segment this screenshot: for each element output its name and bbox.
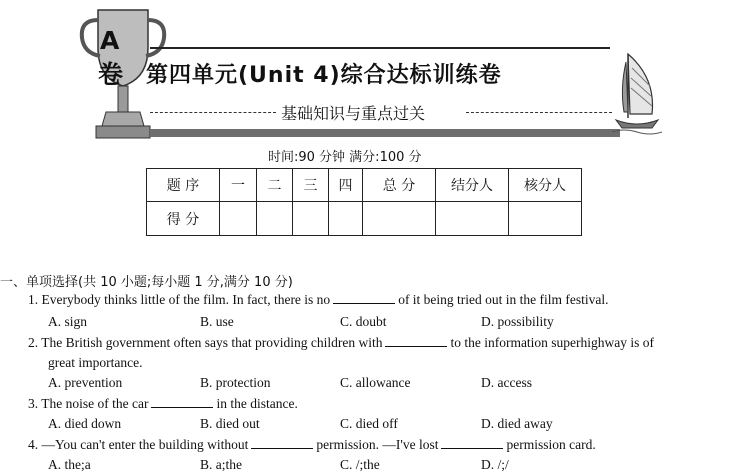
question-text: to the information superhighway is of bbox=[450, 335, 655, 350]
question-text: permission card. bbox=[506, 437, 596, 452]
question-text: The British government often says that providing children with bbox=[41, 335, 383, 350]
answer-blank[interactable] bbox=[385, 335, 447, 347]
question-number: 4. bbox=[28, 437, 39, 452]
page-title: 第四单元(Unit 4)综合达标训练卷 bbox=[146, 63, 502, 88]
option-c[interactable]: C. /;the bbox=[340, 457, 380, 472]
option-b[interactable]: B. a;the bbox=[200, 457, 242, 472]
score-table-score-row bbox=[147, 202, 582, 236]
option-d[interactable]: D. died away bbox=[481, 416, 553, 431]
score-table-header: 四 bbox=[329, 169, 363, 202]
option-a[interactable]: A. died down bbox=[48, 416, 122, 431]
question-text: of it being tried out in the film festival. bbox=[398, 292, 609, 307]
option-d[interactable]: D. access bbox=[481, 375, 532, 390]
score-cell[interactable] bbox=[293, 202, 329, 236]
question-number: 3. bbox=[28, 396, 39, 411]
answer-blank[interactable] bbox=[333, 292, 395, 304]
sailboat-icon bbox=[612, 48, 662, 138]
score-table-header: 一 bbox=[220, 169, 257, 202]
subtitle-dash-left bbox=[150, 112, 276, 113]
option-a[interactable]: A. prevention bbox=[48, 375, 123, 390]
question-text: The noise of the car bbox=[41, 396, 149, 411]
score-table-header: 核分人 bbox=[509, 169, 582, 202]
option-b[interactable]: B. protection bbox=[200, 375, 271, 390]
score-cell[interactable] bbox=[436, 202, 509, 236]
score-table-header: 总 分 bbox=[363, 169, 436, 202]
answer-blank[interactable] bbox=[151, 396, 213, 408]
option-c[interactable]: C. allowance bbox=[340, 375, 411, 390]
option-c[interactable]: C. died off bbox=[340, 416, 398, 431]
score-table-header: 题 序 bbox=[147, 169, 220, 202]
question-2-line2: great importance. bbox=[48, 355, 143, 370]
page-subtitle: 基础知识与重点过关 bbox=[281, 104, 426, 123]
subtitle-dash-right bbox=[466, 112, 612, 113]
option-b[interactable]: B. died out bbox=[200, 416, 260, 431]
score-cell[interactable] bbox=[329, 202, 363, 236]
question-text: Everybody thinks little of the film. In fact, there is no bbox=[41, 292, 331, 307]
score-cell[interactable] bbox=[257, 202, 293, 236]
exam-time-score: 时间:90 分钟 满分:100 分 bbox=[268, 150, 422, 165]
question-text: —You can't enter the building without bbox=[41, 437, 249, 452]
score-table-header-row bbox=[147, 169, 582, 202]
option-a[interactable]: A. sign bbox=[48, 314, 88, 329]
answer-blank[interactable] bbox=[441, 437, 503, 449]
option-a[interactable]: A. the;a bbox=[48, 457, 91, 472]
score-table bbox=[146, 168, 582, 236]
score-table-header: 二 bbox=[257, 169, 293, 202]
option-d[interactable]: D. possibility bbox=[481, 314, 554, 329]
answer-blank[interactable] bbox=[251, 437, 313, 449]
question-3 bbox=[28, 396, 298, 412]
badge-suffix: 卷 bbox=[98, 60, 124, 89]
score-cell[interactable] bbox=[220, 202, 257, 236]
option-d[interactable]: D. /;/ bbox=[481, 457, 509, 472]
question-number: 2. bbox=[28, 335, 39, 350]
title-rule bbox=[150, 47, 610, 49]
section-title: 一、单项选择(共 10 小题;每小题 1 分,满分 10 分) bbox=[0, 275, 293, 290]
question-number: 1. bbox=[28, 292, 39, 307]
question-text: in the distance. bbox=[216, 396, 298, 411]
score-table-header: 结分人 bbox=[436, 169, 509, 202]
option-b[interactable]: B. use bbox=[200, 314, 234, 329]
score-cell[interactable] bbox=[363, 202, 436, 236]
question-2 bbox=[28, 335, 654, 351]
score-cell[interactable] bbox=[509, 202, 582, 236]
badge-letter: A bbox=[100, 26, 120, 55]
question-4 bbox=[28, 437, 596, 453]
question-1 bbox=[28, 292, 609, 308]
score-row-label: 得 分 bbox=[147, 202, 220, 236]
title-shadow-bar bbox=[150, 129, 620, 137]
option-c[interactable]: C. doubt bbox=[340, 314, 387, 329]
score-table-header: 三 bbox=[293, 169, 329, 202]
question-text: permission. —I've lost bbox=[316, 437, 439, 452]
